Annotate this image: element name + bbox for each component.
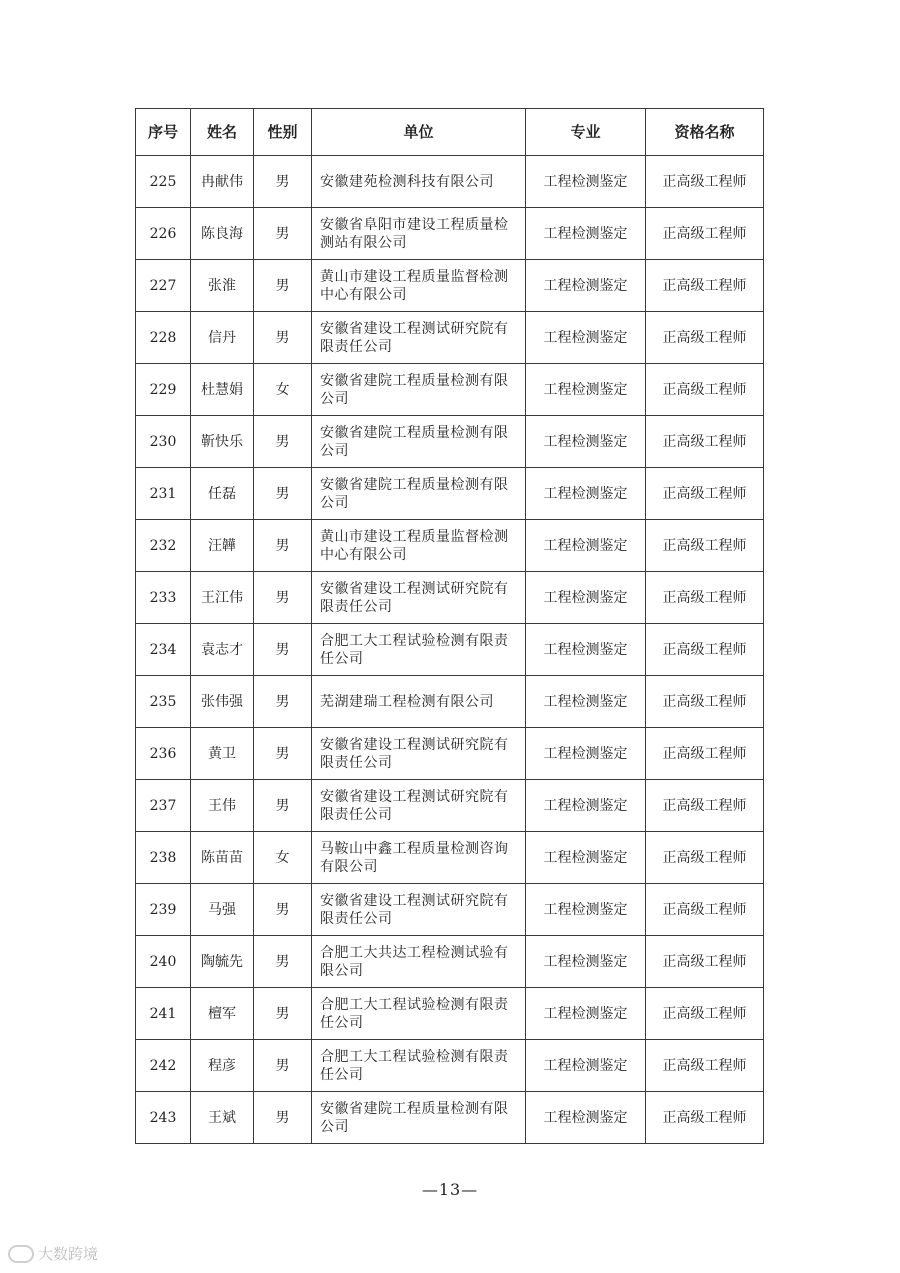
- cell-major: 工程检测鉴定: [526, 1040, 646, 1092]
- cell-gender: 男: [254, 1092, 312, 1144]
- col-header-qualification: 资格名称: [646, 109, 764, 156]
- table-row: [136, 156, 764, 208]
- cell-unit: 安徽省建设工程测试研究院有限责任公司: [312, 780, 526, 832]
- cell-unit: 安徽省建设工程测试研究院有限责任公司: [312, 728, 526, 780]
- cell-name: 陈苗苗: [191, 832, 254, 884]
- cell-unit: 芜湖建瑞工程检测有限公司: [312, 676, 526, 728]
- cell-gender: 男: [254, 728, 312, 780]
- cell-gender: 男: [254, 780, 312, 832]
- table-row: [136, 1040, 764, 1092]
- cell-qualification: 正高级工程师: [646, 832, 764, 884]
- table-row: [136, 728, 764, 780]
- table-row: [136, 260, 764, 312]
- table-row: [136, 780, 764, 832]
- table-row: [136, 312, 764, 364]
- cell-qualification: 正高级工程师: [646, 260, 764, 312]
- cell-gender: 男: [254, 520, 312, 572]
- cell-major: 工程检测鉴定: [526, 832, 646, 884]
- cell-gender: 男: [254, 312, 312, 364]
- cell-unit: 安徽省建院工程质量检测有限公司: [312, 416, 526, 468]
- cell-index: 228: [136, 312, 191, 364]
- cell-index: 241: [136, 988, 191, 1040]
- cell-unit: 合肥工大工程试验检测有限责任公司: [312, 1040, 526, 1092]
- table-row: [136, 468, 764, 520]
- cell-qualification: 正高级工程师: [646, 156, 764, 208]
- cell-unit: 安徽省阜阳市建设工程质量检测站有限公司: [312, 208, 526, 260]
- cell-major: 工程检测鉴定: [526, 312, 646, 364]
- cell-gender: 男: [254, 156, 312, 208]
- cell-name: 冉献伟: [191, 156, 254, 208]
- cell-unit: 合肥工大工程试验检测有限责任公司: [312, 624, 526, 676]
- cell-index: 229: [136, 364, 191, 416]
- cell-name: 王斌: [191, 1092, 254, 1144]
- cell-index: 233: [136, 572, 191, 624]
- cell-gender: 男: [254, 676, 312, 728]
- cell-qualification: 正高级工程师: [646, 208, 764, 260]
- watermark-logo-icon: [8, 1245, 34, 1263]
- cell-unit: 安徽省建设工程测试研究院有限责任公司: [312, 884, 526, 936]
- cell-name: 张伟强: [191, 676, 254, 728]
- table-row: [136, 676, 764, 728]
- cell-unit: 安徽省建院工程质量检测有限公司: [312, 468, 526, 520]
- cell-index: 230: [136, 416, 191, 468]
- col-header-name: 姓名: [191, 109, 254, 156]
- cell-index: 239: [136, 884, 191, 936]
- cell-qualification: 正高级工程师: [646, 520, 764, 572]
- cell-gender: 男: [254, 468, 312, 520]
- table-row: [136, 520, 764, 572]
- table-header-row: [136, 109, 764, 156]
- cell-qualification: 正高级工程师: [646, 1040, 764, 1092]
- cell-qualification: 正高级工程师: [646, 936, 764, 988]
- cell-unit: 安徽建苑检测科技有限公司: [312, 156, 526, 208]
- cell-index: 235: [136, 676, 191, 728]
- cell-major: 工程检测鉴定: [526, 572, 646, 624]
- cell-unit: 合肥工大工程试验检测有限责任公司: [312, 988, 526, 1040]
- cell-index: 234: [136, 624, 191, 676]
- cell-name: 汪韡: [191, 520, 254, 572]
- cell-unit: 黄山市建设工程质量监督检测中心有限公司: [312, 260, 526, 312]
- cell-major: 工程检测鉴定: [526, 260, 646, 312]
- cell-gender: 女: [254, 364, 312, 416]
- cell-major: 工程检测鉴定: [526, 624, 646, 676]
- cell-qualification: 正高级工程师: [646, 884, 764, 936]
- watermark: [8, 1243, 98, 1264]
- table-row: [136, 1092, 764, 1144]
- cell-name: 袁志才: [191, 624, 254, 676]
- qualification-table: [135, 108, 764, 1144]
- cell-major: 工程检测鉴定: [526, 884, 646, 936]
- cell-index: 225: [136, 156, 191, 208]
- cell-qualification: 正高级工程师: [646, 624, 764, 676]
- cell-qualification: 正高级工程师: [646, 468, 764, 520]
- cell-index: 232: [136, 520, 191, 572]
- cell-qualification: 正高级工程师: [646, 572, 764, 624]
- table-row: [136, 884, 764, 936]
- cell-gender: 男: [254, 572, 312, 624]
- cell-index: 238: [136, 832, 191, 884]
- cell-unit: 安徽省建设工程测试研究院有限责任公司: [312, 572, 526, 624]
- cell-qualification: 正高级工程师: [646, 780, 764, 832]
- cell-gender: 女: [254, 832, 312, 884]
- cell-name: 檀军: [191, 988, 254, 1040]
- cell-major: 工程检测鉴定: [526, 208, 646, 260]
- cell-qualification: 正高级工程师: [646, 364, 764, 416]
- cell-qualification: 正高级工程师: [646, 988, 764, 1040]
- cell-qualification: 正高级工程师: [646, 1092, 764, 1144]
- table-row: [136, 416, 764, 468]
- cell-major: 工程检测鉴定: [526, 364, 646, 416]
- col-header-gender: 性别: [254, 109, 312, 156]
- cell-major: 工程检测鉴定: [526, 156, 646, 208]
- cell-unit: 合肥工大共达工程检测试验有限公司: [312, 936, 526, 988]
- table-row: [136, 572, 764, 624]
- cell-name: 黄卫: [191, 728, 254, 780]
- cell-index: 226: [136, 208, 191, 260]
- watermark-text: 大数跨境: [38, 1245, 99, 1263]
- cell-major: 工程检测鉴定: [526, 468, 646, 520]
- cell-index: 227: [136, 260, 191, 312]
- cell-qualification: 正高级工程师: [646, 676, 764, 728]
- page-number: —13—: [421, 1180, 479, 1199]
- cell-major: 工程检测鉴定: [526, 416, 646, 468]
- cell-unit: 安徽省建设工程测试研究院有限责任公司: [312, 312, 526, 364]
- cell-index: 231: [136, 468, 191, 520]
- cell-qualification: 正高级工程师: [646, 312, 764, 364]
- cell-qualification: 正高级工程师: [646, 416, 764, 468]
- cell-major: 工程检测鉴定: [526, 780, 646, 832]
- cell-qualification: 正高级工程师: [646, 728, 764, 780]
- cell-name: 信丹: [191, 312, 254, 364]
- cell-major: 工程检测鉴定: [526, 728, 646, 780]
- col-header-index: 序号: [136, 109, 191, 156]
- cell-index: 240: [136, 936, 191, 988]
- cell-index: 243: [136, 1092, 191, 1144]
- cell-gender: 男: [254, 988, 312, 1040]
- cell-gender: 男: [254, 208, 312, 260]
- table-row: [136, 988, 764, 1040]
- table-row: [136, 624, 764, 676]
- table-row: [136, 208, 764, 260]
- cell-unit: 安徽省建院工程质量检测有限公司: [312, 364, 526, 416]
- cell-gender: 男: [254, 416, 312, 468]
- cell-name: 王伟: [191, 780, 254, 832]
- cell-name: 王江伟: [191, 572, 254, 624]
- cell-name: 陈良海: [191, 208, 254, 260]
- cell-unit: 马鞍山中鑫工程质量检测咨询有限公司: [312, 832, 526, 884]
- cell-name: 靳快乐: [191, 416, 254, 468]
- cell-name: 杜慧娟: [191, 364, 254, 416]
- cell-major: 工程检测鉴定: [526, 1092, 646, 1144]
- cell-gender: 男: [254, 260, 312, 312]
- cell-major: 工程检测鉴定: [526, 988, 646, 1040]
- cell-name: 任磊: [191, 468, 254, 520]
- cell-name: 陶毓先: [191, 936, 254, 988]
- col-header-major: 专业: [526, 109, 646, 156]
- cell-index: 236: [136, 728, 191, 780]
- cell-unit: 黄山市建设工程质量监督检测中心有限公司: [312, 520, 526, 572]
- cell-gender: 男: [254, 1040, 312, 1092]
- table-row: [136, 936, 764, 988]
- table-row: [136, 832, 764, 884]
- cell-name: 程彦: [191, 1040, 254, 1092]
- cell-major: 工程检测鉴定: [526, 520, 646, 572]
- cell-name: 马强: [191, 884, 254, 936]
- col-header-unit: 单位: [312, 109, 526, 156]
- cell-major: 工程检测鉴定: [526, 936, 646, 988]
- cell-gender: 男: [254, 624, 312, 676]
- cell-index: 237: [136, 780, 191, 832]
- cell-name: 张淮: [191, 260, 254, 312]
- cell-unit: 安徽省建院工程质量检测有限公司: [312, 1092, 526, 1144]
- cell-major: 工程检测鉴定: [526, 676, 646, 728]
- cell-gender: 男: [254, 884, 312, 936]
- cell-index: 242: [136, 1040, 191, 1092]
- cell-gender: 男: [254, 936, 312, 988]
- table-row: [136, 364, 764, 416]
